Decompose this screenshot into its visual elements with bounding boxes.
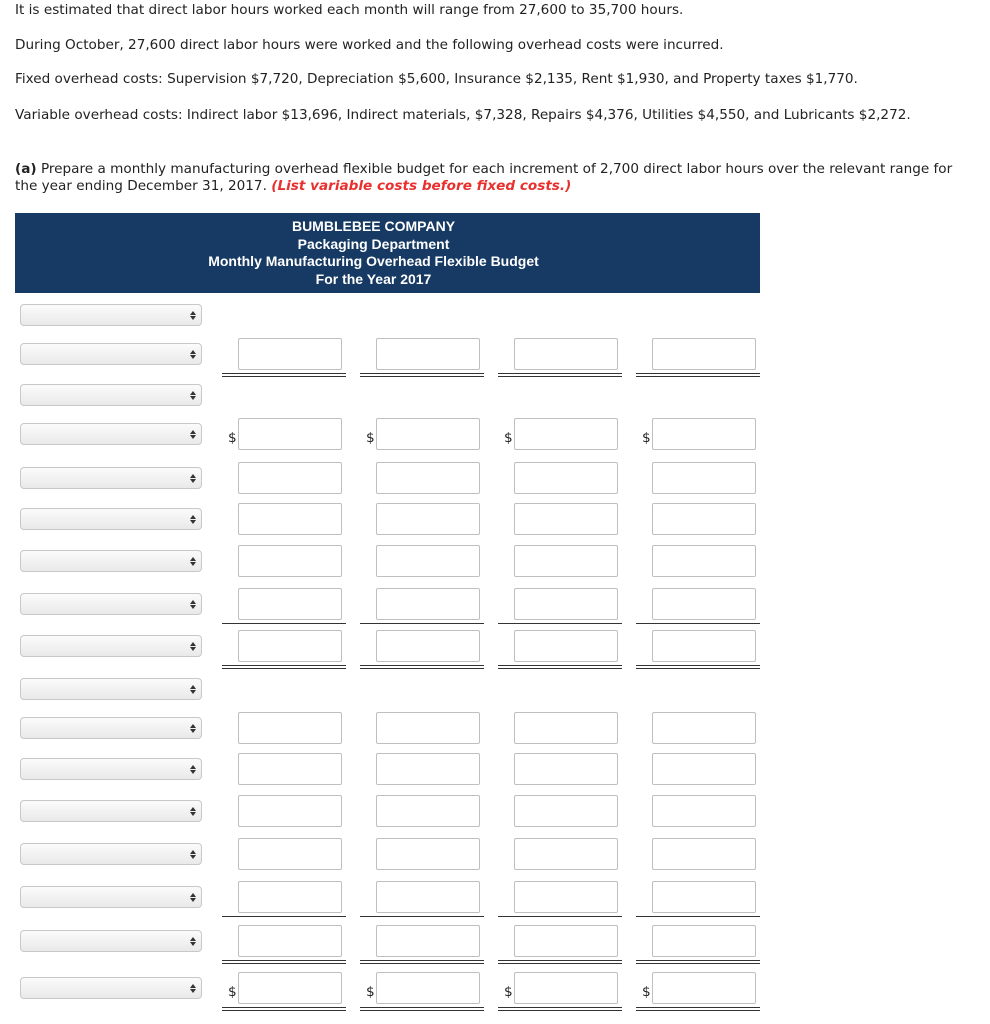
intro-line-1: It is estimated that direct labor hours worked each month will range from 27,600 to 35,700 hours. (15, 2, 684, 18)
select-arrows-icon (185, 305, 201, 325)
dollar-sign: $ (504, 430, 513, 446)
select-arrows-icon (185, 636, 201, 656)
row-14-col-4-amount-input[interactable] (652, 838, 756, 870)
row-4-item-select[interactable] (20, 423, 202, 445)
row-8-col-2-amount-input[interactable] (376, 588, 480, 620)
intro-line-4: Variable overhead costs: Indirect labor $13,696, Indirect materials, $7,328, Repairs $4,376, Utilities $4,550, and Lubricants $2,272. (15, 107, 911, 123)
row-16-item-select[interactable] (20, 930, 202, 952)
intro-line-3: Fixed overhead costs: Supervision $7,720, Depreciation $5,600, Insurance $2,135, Rent $1,930, and Property taxes $1,770. (15, 71, 858, 87)
row-17-col-4-amount-input[interactable] (652, 972, 756, 1004)
double-underline (222, 665, 346, 669)
single-underline (222, 623, 346, 624)
row-6-col-1-amount-input[interactable] (238, 503, 342, 535)
question-instruction: (List variable costs before fixed costs.) (271, 178, 572, 194)
row-11-item-select[interactable] (20, 717, 202, 739)
row-2-col-3-amount-input[interactable] (514, 338, 618, 370)
double-underline (360, 373, 484, 377)
select-arrows-icon (185, 679, 201, 699)
select-arrows-icon (185, 759, 201, 779)
row-9-item-select[interactable] (20, 635, 202, 657)
row-14-col-3-amount-input[interactable] (514, 838, 618, 870)
row-13-col-3-amount-input[interactable] (514, 795, 618, 827)
row-15-item-select[interactable] (20, 886, 202, 908)
row-15-col-1-amount-input[interactable] (238, 881, 342, 913)
single-underline (498, 916, 622, 917)
row-12-col-3-amount-input[interactable] (514, 753, 618, 785)
row-1-item-select[interactable] (20, 304, 202, 326)
row-9-col-1-amount-input[interactable] (238, 630, 342, 662)
row-16-col-3-amount-input[interactable] (514, 925, 618, 957)
double-underline (636, 373, 760, 377)
select-arrows-icon (185, 424, 201, 444)
budget-period: For the Year 2017 (315, 270, 432, 287)
single-underline (498, 623, 622, 624)
row-15-col-4-amount-input[interactable] (652, 881, 756, 913)
single-underline (636, 916, 760, 917)
row-4-col-2-amount-input[interactable] (376, 418, 480, 450)
row-8-col-4-amount-input[interactable] (652, 588, 756, 620)
row-6-item-select[interactable] (20, 508, 202, 530)
row-7-item-select[interactable] (20, 550, 202, 572)
row-11-col-4-amount-input[interactable] (652, 712, 756, 744)
double-underline (498, 960, 622, 964)
double-underline (498, 665, 622, 669)
row-7-col-2-amount-input[interactable] (376, 545, 480, 577)
row-11-col-1-amount-input[interactable] (238, 712, 342, 744)
row-11-col-3-amount-input[interactable] (514, 712, 618, 744)
intro-line-2: During October, 27,600 direct labor hours were worked and the following overhead costs were incurred. (15, 37, 724, 53)
select-arrows-icon (185, 385, 201, 405)
double-underline (636, 960, 760, 964)
row-14-col-1-amount-input[interactable] (238, 838, 342, 870)
dollar-sign: $ (642, 984, 651, 1000)
select-arrows-icon (185, 551, 201, 571)
row-4-col-4-amount-input[interactable] (652, 418, 756, 450)
dollar-sign: $ (228, 430, 237, 446)
row-5-col-3-amount-input[interactable] (514, 462, 618, 494)
row-9-col-2-amount-input[interactable] (376, 630, 480, 662)
row-12-item-select[interactable] (20, 758, 202, 780)
double-underline (636, 1007, 760, 1011)
row-8-col-3-amount-input[interactable] (514, 588, 618, 620)
question-label: (a) (15, 161, 37, 177)
question-body: Prepare a monthly manufacturing overhead flexible budget for each increment of 2,700 direct labor hours over the relevant range for the year ending December 31, 2017. (15, 161, 953, 194)
question-text (15, 161, 975, 195)
select-arrows-icon (185, 509, 201, 529)
row-17-col-1-amount-input[interactable] (238, 972, 342, 1004)
select-arrows-icon (185, 718, 201, 738)
row-7-col-1-amount-input[interactable] (238, 545, 342, 577)
double-underline (498, 1007, 622, 1011)
row-9-col-4-amount-input[interactable] (652, 630, 756, 662)
select-arrows-icon (185, 887, 201, 907)
double-underline (222, 373, 346, 377)
row-2-item-select[interactable] (20, 343, 202, 365)
row-5-col-1-amount-input[interactable] (238, 462, 342, 494)
row-16-col-4-amount-input[interactable] (652, 925, 756, 957)
dollar-sign: $ (366, 430, 375, 446)
dollar-sign: $ (366, 984, 375, 1000)
row-13-col-1-amount-input[interactable] (238, 795, 342, 827)
row-12-col-4-amount-input[interactable] (652, 753, 756, 785)
row-7-col-4-amount-input[interactable] (652, 545, 756, 577)
row-16-col-1-amount-input[interactable] (238, 925, 342, 957)
row-4-col-1-amount-input[interactable] (238, 418, 342, 450)
row-12-col-1-amount-input[interactable] (238, 753, 342, 785)
budget-header-banner (15, 213, 760, 293)
select-arrows-icon (185, 978, 201, 998)
select-arrows-icon (185, 801, 201, 821)
double-underline (498, 373, 622, 377)
row-5-item-select[interactable] (20, 467, 202, 489)
dollar-sign: $ (642, 430, 651, 446)
budget-title: Monthly Manufacturing Overhead Flexible Budget (208, 253, 539, 269)
row-2-col-4-amount-input[interactable] (652, 338, 756, 370)
row-8-col-1-amount-input[interactable] (238, 588, 342, 620)
row-17-item-select[interactable] (20, 977, 202, 999)
row-7-col-3-amount-input[interactable] (514, 545, 618, 577)
row-6-col-4-amount-input[interactable] (652, 503, 756, 535)
row-12-col-2-amount-input[interactable] (376, 753, 480, 785)
row-14-item-select[interactable] (20, 843, 202, 865)
row-3-item-select[interactable] (20, 384, 202, 406)
row-2-col-2-amount-input[interactable] (376, 338, 480, 370)
select-arrows-icon (185, 344, 201, 364)
row-17-col-3-amount-input[interactable] (514, 972, 618, 1004)
company-name: BUMBLEBEE COMPANY (291, 218, 456, 234)
double-underline (222, 1007, 346, 1011)
row-5-col-2-amount-input[interactable] (376, 462, 480, 494)
single-underline (636, 623, 760, 624)
row-5-col-4-amount-input[interactable] (652, 462, 756, 494)
single-underline (222, 916, 346, 917)
row-16-col-2-amount-input[interactable] (376, 925, 480, 957)
double-underline (360, 665, 484, 669)
row-4-col-3-amount-input[interactable] (514, 418, 618, 450)
row-6-col-2-amount-input[interactable] (376, 503, 480, 535)
row-13-item-select[interactable] (20, 800, 202, 822)
row-15-col-2-amount-input[interactable] (376, 881, 480, 913)
row-10-item-select[interactable] (20, 678, 202, 700)
row-15-col-3-amount-input[interactable] (514, 881, 618, 913)
row-11-col-2-amount-input[interactable] (376, 712, 480, 744)
row-6-col-3-amount-input[interactable] (514, 503, 618, 535)
single-underline (360, 916, 484, 917)
dollar-sign: $ (228, 984, 237, 1000)
double-underline (636, 665, 760, 669)
row-14-col-2-amount-input[interactable] (376, 838, 480, 870)
select-arrows-icon (185, 844, 201, 864)
department-name: Packaging Department (297, 235, 450, 252)
dollar-sign: $ (504, 984, 513, 1000)
row-8-item-select[interactable] (20, 593, 202, 615)
select-arrows-icon (185, 931, 201, 951)
select-arrows-icon (185, 468, 201, 488)
double-underline (360, 1007, 484, 1011)
single-underline (360, 623, 484, 624)
row-9-col-3-amount-input[interactable] (514, 630, 618, 662)
row-17-col-2-amount-input[interactable] (376, 972, 480, 1004)
row-2-col-1-amount-input[interactable] (238, 338, 342, 370)
double-underline (222, 960, 346, 964)
select-arrows-icon (185, 594, 201, 614)
row-13-col-4-amount-input[interactable] (652, 795, 756, 827)
double-underline (360, 960, 484, 964)
row-13-col-2-amount-input[interactable] (376, 795, 480, 827)
